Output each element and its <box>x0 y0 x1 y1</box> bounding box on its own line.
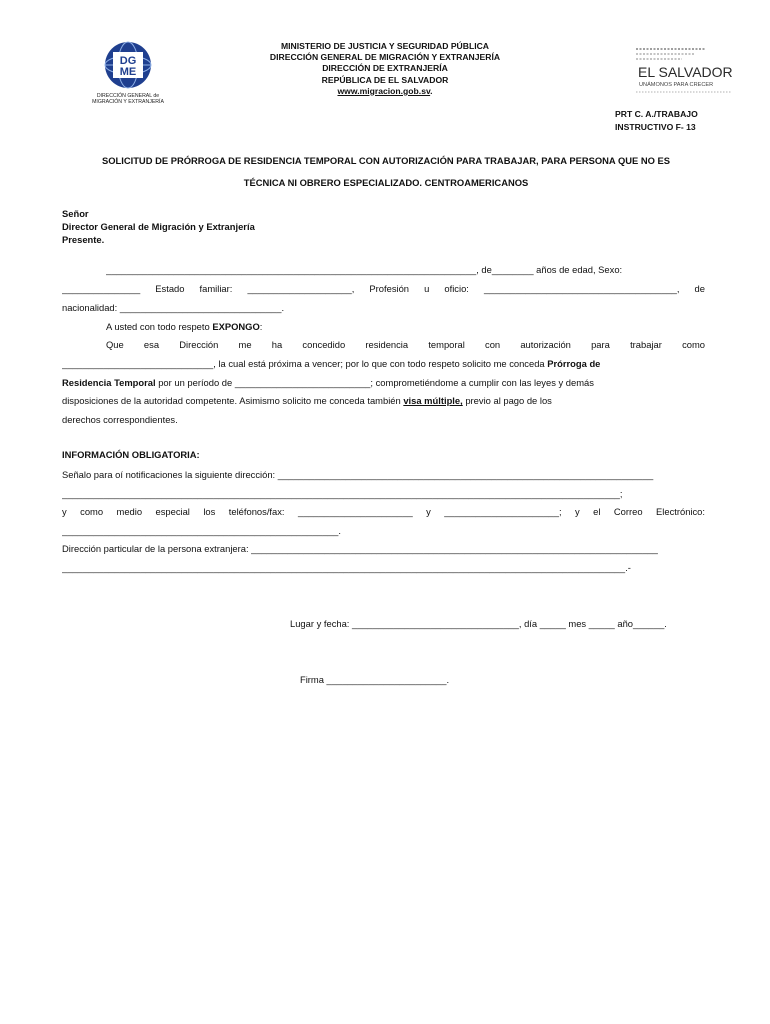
ministry-header <box>220 41 550 97</box>
el-salvador-logo-text: EL SALVADOR <box>638 64 733 80</box>
header-line-3: DIRECCIÓN DE EXTRANJERÍA <box>322 63 448 74</box>
place-date-line[interactable]: Lugar y fecha: ________________________________, día _____ mes _____ año______. <box>290 618 667 629</box>
email-line[interactable]: _____________________________________________________. <box>62 525 341 536</box>
header-line-4: REPÚBLICA DE EL SALVADOR <box>321 74 449 85</box>
period-text: por un período de __________________________; comprometiéndome a cumplir con las leyes y demás <box>155 377 594 388</box>
extension-bold-2: Residencia Temporal <box>62 377 156 388</box>
name-age-sex-line[interactable]: _______________________________________________________________________, de________ años de edad, Sexo: <box>106 264 623 275</box>
title-line-1: SOLICITUD DE PRÓRROGA DE RESIDENCIA TEMPORAL CON AUTORIZACIÓN PARA TRABAJAR, PARA PERSONA QUE NO ES <box>101 155 671 166</box>
private-address-line-2[interactable]: ____________________________________________________________________________________________________________.- <box>62 562 631 573</box>
nationality-line[interactable]: nacionalidad: _______________________________. <box>62 302 285 313</box>
notification-address-line-2[interactable]: ___________________________________________________________________________________________________________; <box>62 488 623 499</box>
header-line-1: MINISTERIO DE JUSTICIA Y SEGURIDAD PÚBLICA <box>280 41 490 51</box>
website-link[interactable]: www.migracion.gob.sv <box>337 85 431 96</box>
visa-suffix: previo al pago de los <box>462 395 552 406</box>
addressee-line-1: Señor <box>62 208 89 219</box>
mandatory-info-heading: INFORMACIÓN OBLIGATORIA: <box>62 449 200 460</box>
notification-address-line[interactable]: Señalo para oí notificaciones la siguiente dirección: ________________________________________________________________________ <box>62 469 654 480</box>
fees-line: derechos correspondientes. <box>62 414 178 425</box>
ref-line-1: PRT C. A./TRABAJO <box>615 109 698 119</box>
residence-granted-line: Que esa Dirección me ha concedido residencia temporal con autorización para trabajar como <box>106 339 705 350</box>
document-title <box>56 150 716 194</box>
exposition-text: A usted con todo respeto <box>106 321 213 332</box>
header-line-2: DIRECCIÓN GENERAL DE MIGRACIÓN Y EXTRANJERÍA <box>269 52 501 63</box>
occupation-line[interactable] <box>62 358 705 372</box>
occupation-text: _____________________________, la cual está próxima a vencer; por lo que con todo respeto solicito me conceda <box>62 358 548 369</box>
ref-line-2: INSTRUCTIVO F- 13 <box>615 121 696 132</box>
dgme-logo-text: DG <box>119 55 137 67</box>
signature-line[interactable]: Firma _______________________. <box>300 674 450 685</box>
civil-status-profession-line[interactable]: _______________ Estado familiar: ____________________, Profesión u oficio: _____________________________________, de <box>62 283 705 294</box>
form-reference <box>615 108 698 133</box>
addressee-line-3: Presente. <box>62 234 105 245</box>
dgme-logo-caption-1: DIRECCIÓN GENERAL de <box>96 93 160 99</box>
addressee-line-2: Director General de Migración y Extranjería <box>62 221 255 232</box>
private-address-line[interactable]: Dirección particular de la persona extranjera: ______________________________________________________________________________ <box>62 543 658 554</box>
svg-text:ME: ME <box>119 66 137 78</box>
period-line[interactable] <box>62 377 705 391</box>
visa-text: disposiciones de la autoridad competente. Asimismo solicito me conceda también <box>62 395 404 406</box>
phones-email-line[interactable]: y como medio especial los teléfonos/fax: ______________________ y ______________________; y el Correo Electrónico: <box>62 506 705 517</box>
website-suffix: . <box>430 85 433 96</box>
dgme-logo-caption-2: MIGRACIÓN Y EXTRANJERÍA <box>92 99 164 105</box>
el-salvador-logo <box>624 44 746 98</box>
el-salvador-logo-sub: UNÁMONOS PARA CRECER <box>639 82 714 88</box>
exposition-colon: : <box>259 321 263 332</box>
visa-multiple-bold: visa múltiple, <box>403 395 463 406</box>
title-line-2: TÉCNICA NI OBRERO ESPECIALIZADO. CENTROAMERICANOS <box>243 177 529 188</box>
addressee-block <box>62 207 255 246</box>
dgme-logo <box>82 40 174 106</box>
exposition-line <box>106 321 705 335</box>
exposition-bold: EXPONGO <box>212 321 260 332</box>
visa-line <box>62 395 705 409</box>
extension-bold-1: Prórroga de <box>547 358 601 369</box>
